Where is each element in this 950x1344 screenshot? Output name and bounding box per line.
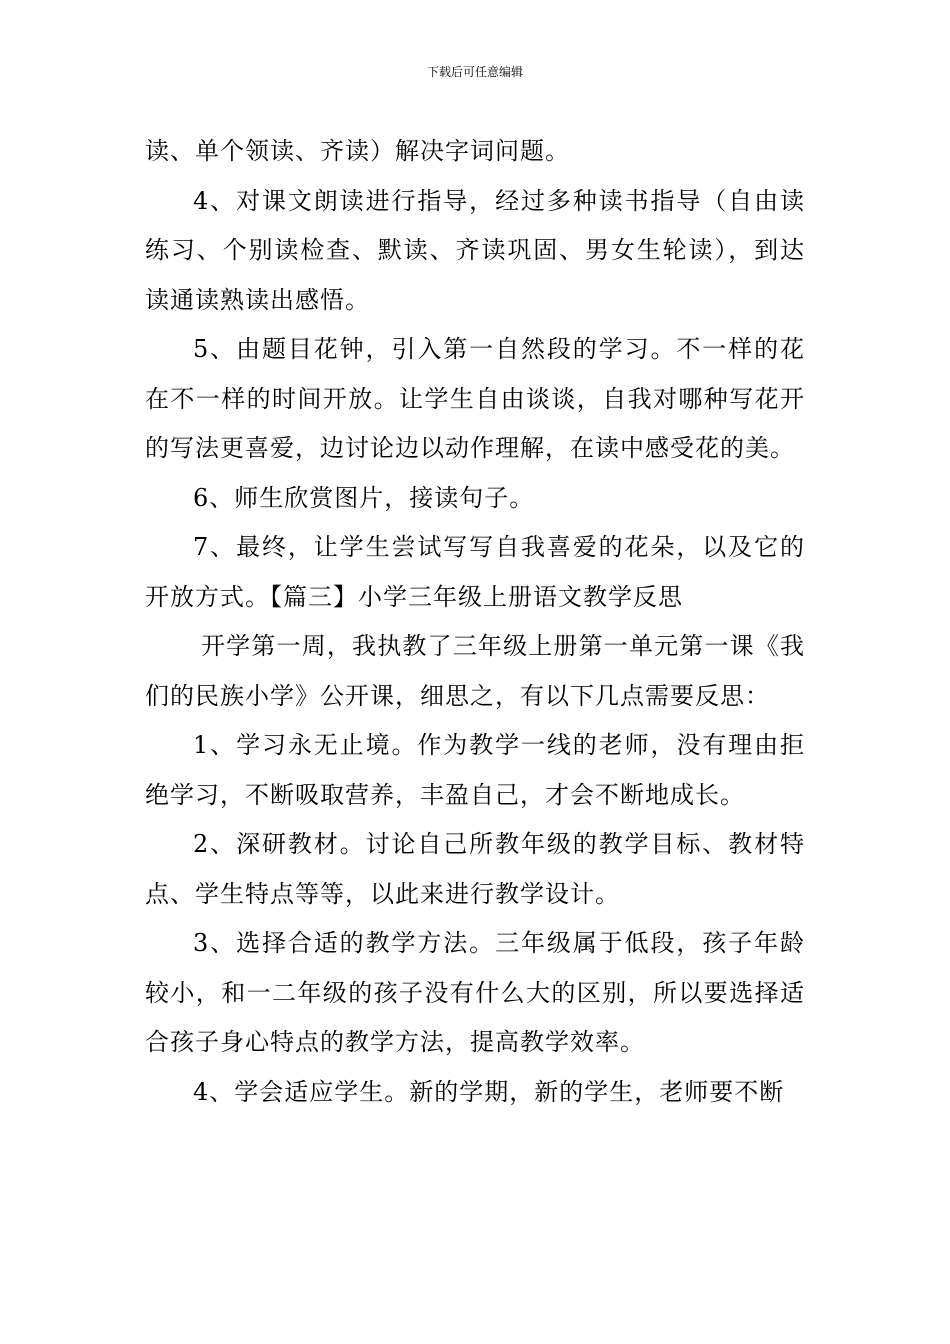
page-header: 下载后可任意编辑 [426, 65, 523, 79]
paragraph-reflection-1: 1、学习永无止境。作为教学一线的老师，没有理由拒绝学习，不断吸取营养，丰盈自己，才会不断地成长。 [145, 731, 805, 809]
paragraph-item-7: 7、最终，让学生尝试写写自我喜爱的花朵，以及它的开放方式。【篇三】小学三年级上册语文教学反思 [145, 533, 805, 611]
paragraph-continuation: 读、单个领读、齐读）解决字词问题。 [145, 137, 570, 165]
paragraph-item-6: 6、师生欣赏图片，接读句子。 [193, 483, 535, 512]
paragraph-reflection-4: 4、学会适应学生。新的学期，新的学生，老师要不断 [193, 1077, 785, 1106]
paragraph-reflection-3: 3、选择合适的教学方法。三年级属于低段，孩子年龄较小，和一二年级的孩子没有什么大的区别，所以要选择适合孩子身心特点的教学方法，提高教学效率。 [145, 929, 805, 1056]
paragraph-item-5: 5、由题目花钟，引入第一自然段的学习。不一样的花在不一样的时间开放。让学生自由谈谈，自我对哪种写花开的写法更喜爱，边讨论边以动作理解，在读中感受花的美。 [145, 335, 805, 462]
paragraph-reflection-2: 2、深研教材。讨论自己所教年级的教学目标、教材特点、学生特点等等，以此来进行教学设计。 [145, 830, 805, 908]
paragraph-item-4: 4、对课文朗读进行指导，经过多种读书指导（自由读练习、个别读检查、默读、齐读巩固、男女生轮读），到达读通读熟读出感悟。 [145, 186, 805, 314]
paragraph-reflection-intro: 开学第一周，我执教了三年级上册第一单元第一课《我们的民族小学》公开课，细思之，有以下几点需要反思： [145, 632, 805, 710]
document-body [145, 127, 805, 1117]
